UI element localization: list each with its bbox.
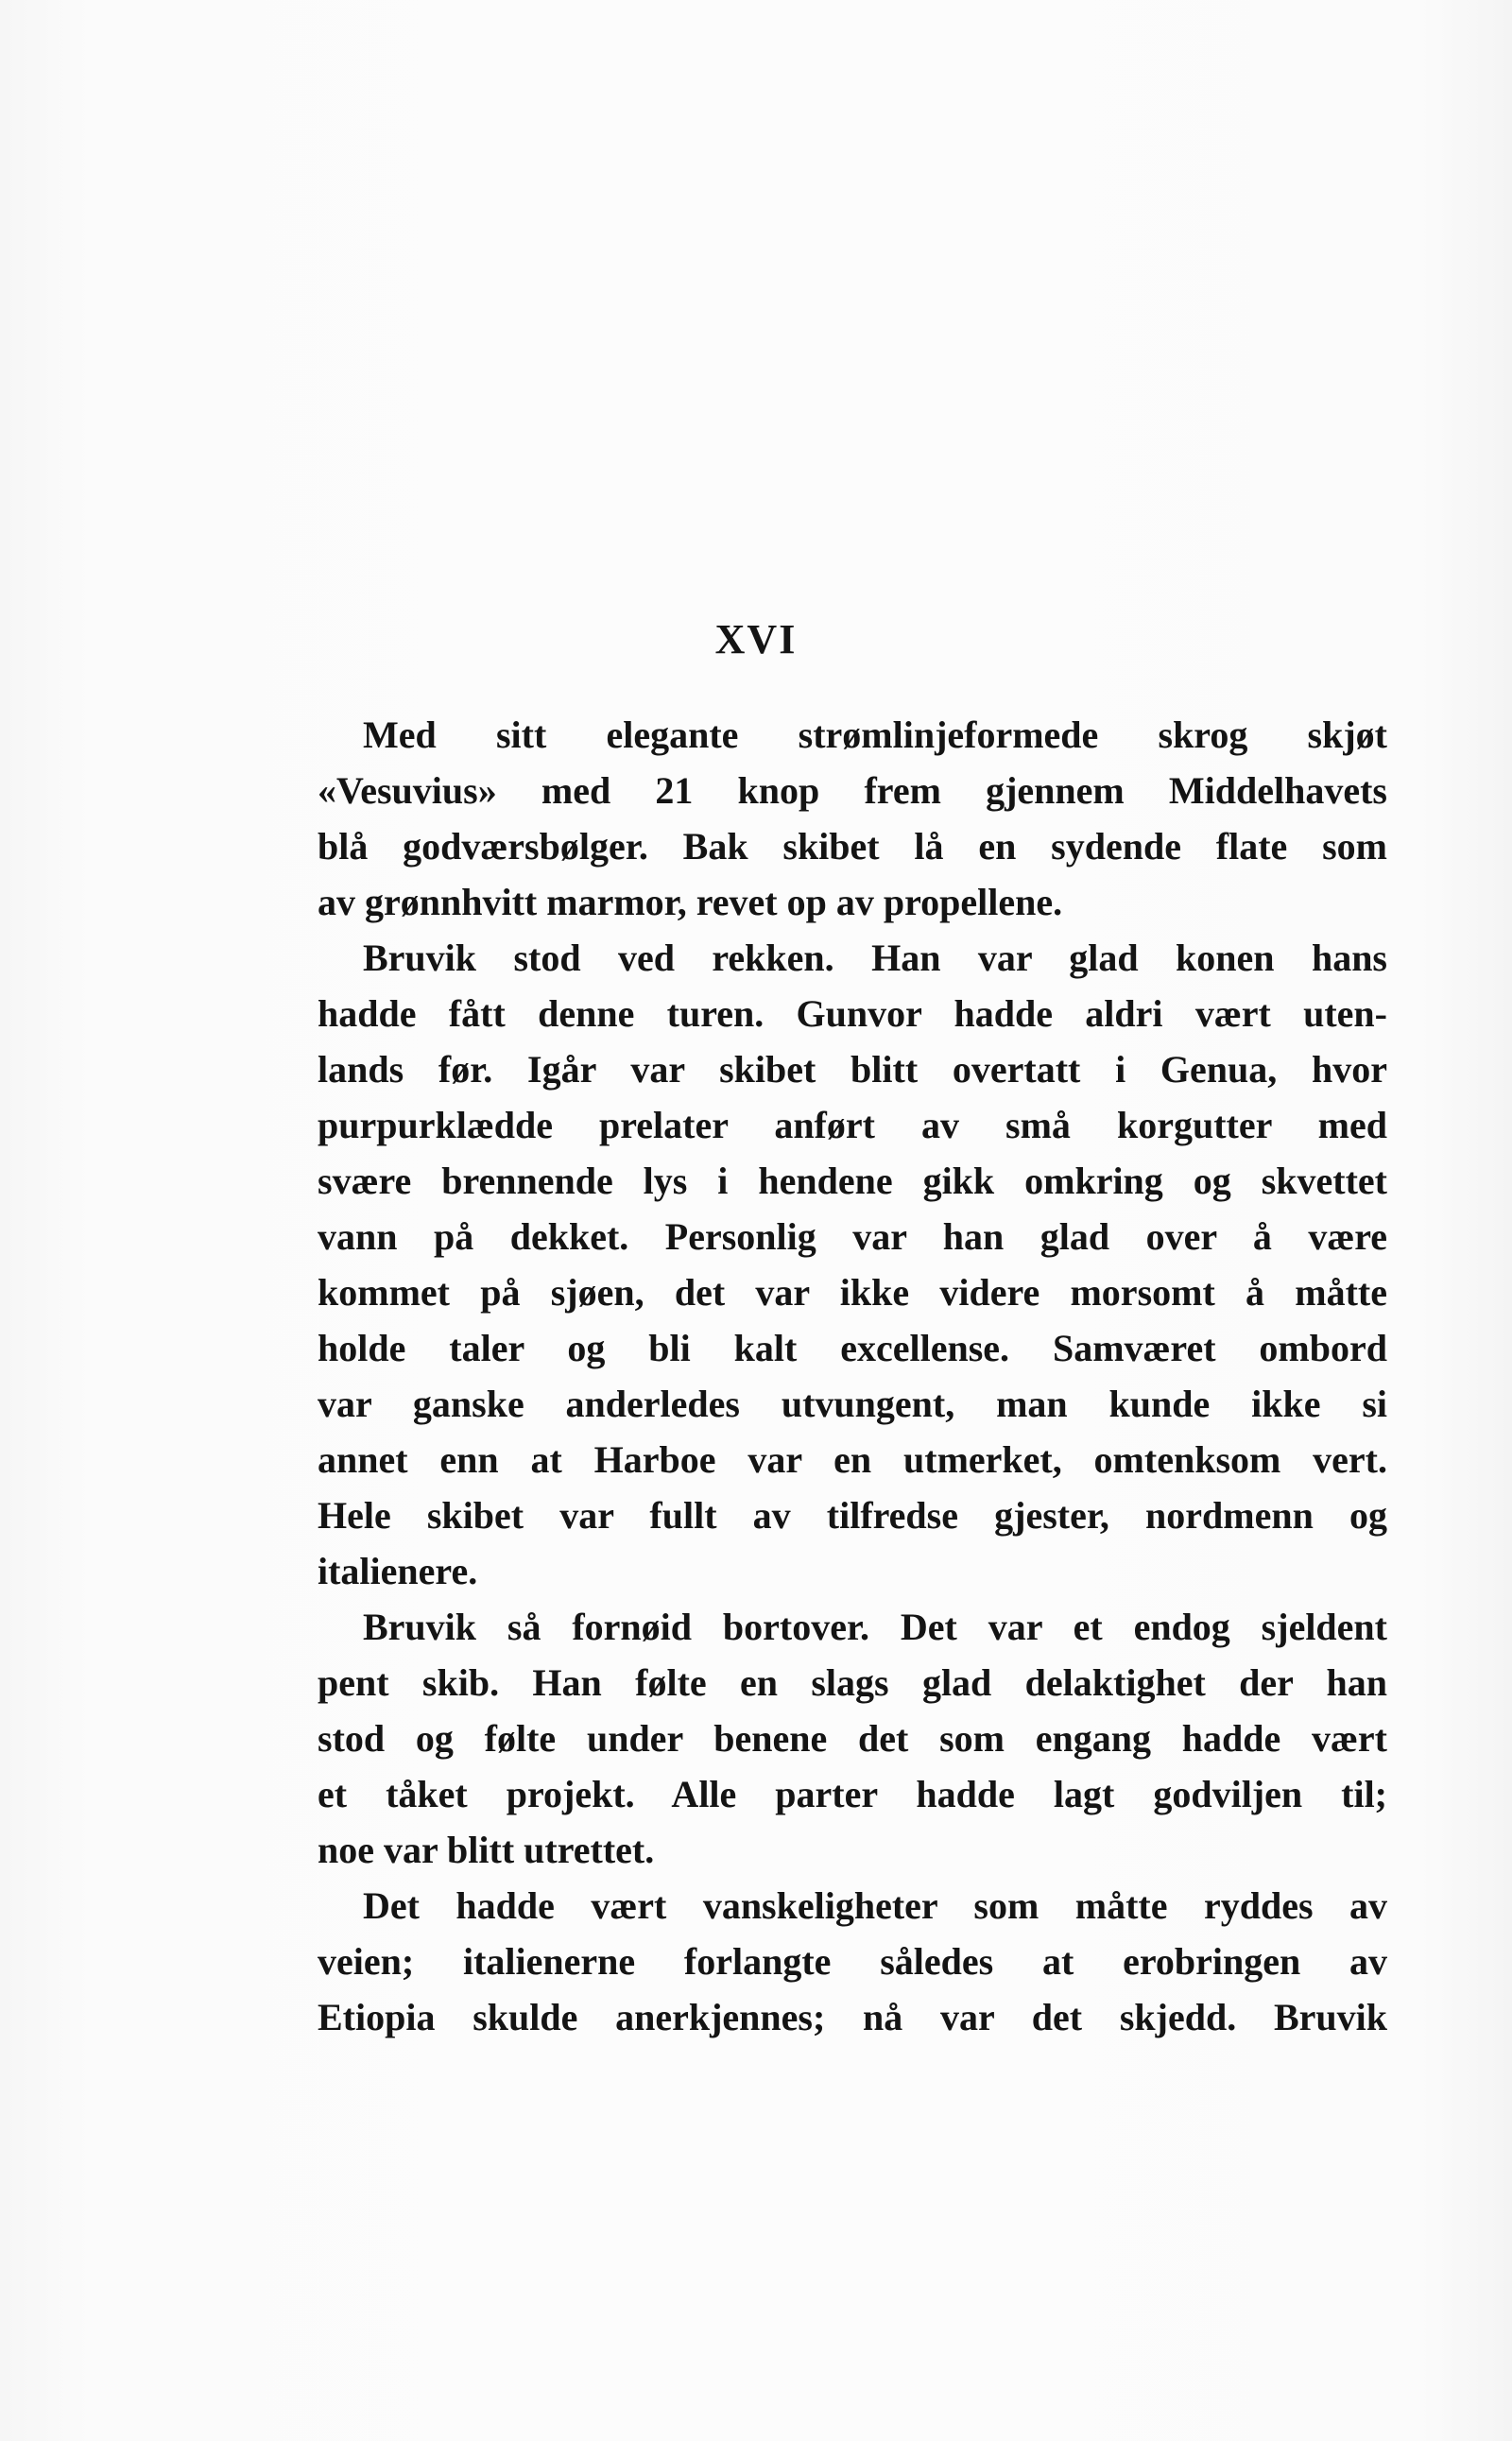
- text-line: italienere.: [318, 1550, 478, 1592]
- text-line: hadde fått denne turen. Gunvor hadde aldri vært uten-: [318, 992, 1387, 1035]
- text-line: «Vesuvius» med 21 knop frem gjennem Middelhavets: [318, 769, 1387, 812]
- text-line: annet enn at Harboe var en utmerket, omtenksom vert.: [318, 1438, 1387, 1481]
- text-line: lands før. Igår var skibet blitt overtatt i Genua, hvor: [318, 1048, 1387, 1091]
- paragraph-4: [272, 1878, 1387, 2045]
- text-line: Bruvik stod ved rekken. Han var glad konen hans: [363, 937, 1387, 979]
- paragraph-1: [272, 707, 1387, 930]
- text-line: Etiopia skulde anerkjennes; nå var det skjedd. Bruvik: [318, 1996, 1387, 2038]
- text-line: blå godværsbølger. Bak skibet lå en sydende flate som: [318, 825, 1387, 868]
- text-line: svære brennende lys i hendene gikk omkring og skvettet: [318, 1160, 1387, 1202]
- body-text: [272, 707, 1387, 2045]
- text-line: Hele skibet var fullt av tilfredse gjester, nordmenn og: [318, 1494, 1387, 1537]
- text-line: Bruvik så fornøid bortover. Det var et endog sjeldent: [363, 1606, 1387, 1648]
- text-line: veien; italienerne forlangte således at erobringen av: [318, 1940, 1387, 1983]
- text-line: Det hadde vært vanskeligheter som måtte ryddes av: [363, 1884, 1387, 1927]
- text-line: et tåket projekt. Alle parter hadde lagt godviljen til;: [318, 1773, 1387, 1815]
- chapter-heading: XVI: [714, 616, 798, 662]
- text-line: noe var blitt utrettet.: [318, 1829, 655, 1871]
- text-line: Med sitt elegante strømlinjeformede skrog skjøt: [363, 713, 1387, 756]
- text-line: av grønnhvitt marmor, revet op av propellene.: [318, 881, 1063, 923]
- paragraph-3: [272, 1599, 1387, 1878]
- text-line: stod og følte under benene det som engang hadde vært: [318, 1717, 1387, 1760]
- text-line: vann på dekket. Personlig var han glad over å være: [318, 1215, 1387, 1258]
- text-line: purpurklædde prelater anført av små korgutter med: [318, 1104, 1387, 1146]
- paragraph-2: [272, 930, 1387, 1599]
- text-line: holde taler og bli kalt excellense. Samværet ombord: [318, 1327, 1387, 1369]
- text-line: pent skib. Han følte en slags glad delaktighet der han: [318, 1661, 1387, 1704]
- text-line: var ganske anderledes utvungent, man kunde ikke si: [318, 1383, 1387, 1425]
- text-line: kommet på sjøen, det var ikke videre morsomt å måtte: [318, 1271, 1387, 1314]
